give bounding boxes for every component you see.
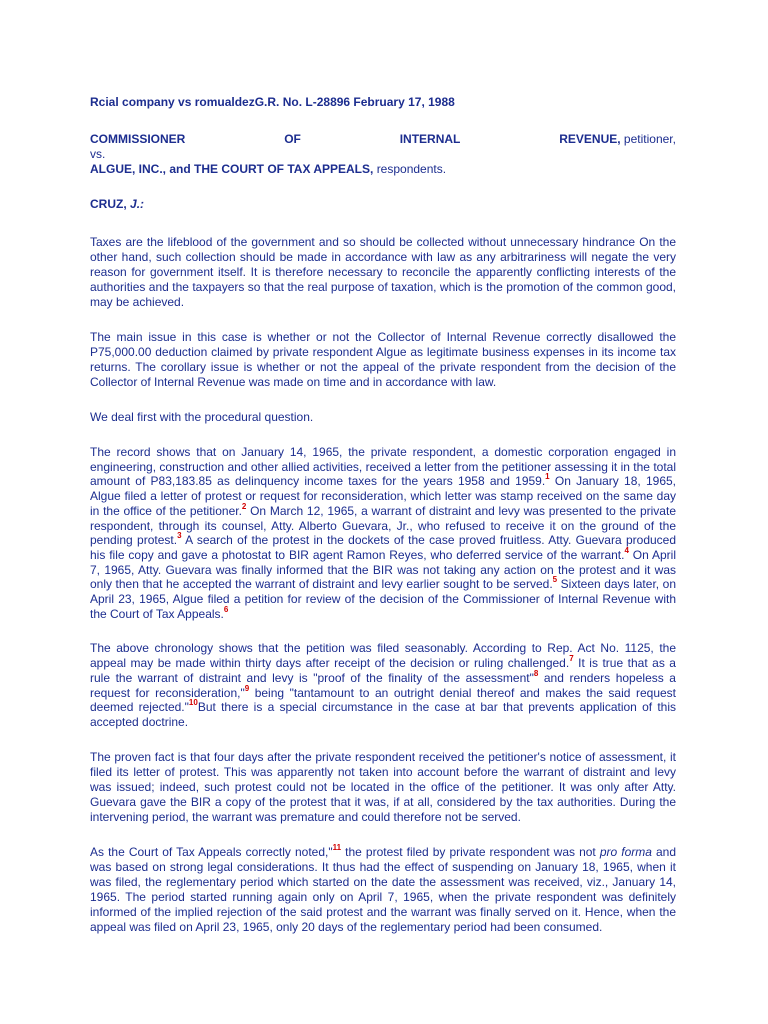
text-segment: The record shows that on January 14, 1965, the private respondent, a domestic corporation engaged in engineering, construction and other allied activities, received a letter from the petitioner assessing it in the total amount of P83,183.85 as delinquency income taxes for the years 1958 and 1959. [90, 445, 676, 489]
text-segment: As the Court of Tax Appeals correctly noted," [90, 844, 333, 859]
text-segment: and was based on strong legal considerations. It thus had the effect of suspending on January 18, 1965, when it was filed, the reglementary period which started on the date the assessment was received, viz., January 14, 1965. The period started running again only on April 7, 1965, when the private respondent was definitely informed of the implied rejection of the said protest and the warrant was finally served on it. Hence, when the appeal was filed on April 23, 1965, only 20 days of the reglementary period had been consumed. [90, 844, 677, 934]
text-segment: and renders hopeless a request for reconsideration," [90, 670, 676, 700]
ponente [90, 197, 676, 211]
respondents-line [90, 162, 676, 177]
footnote-ref[interactable]: 7 [569, 654, 574, 664]
footnote-ref[interactable]: 9 [244, 683, 250, 693]
text-segment: Sixteen days later, on April 23, 1965, Algue filed a petition for review of the decision of the Commissioner of Internal Revenue with the Court of Tax Appeals. [90, 577, 676, 621]
footnote-ref[interactable]: 11 [332, 842, 342, 852]
text-segment: But there is a special circumstance in the case at bar that prevents application of this accepted doctrine. [90, 700, 677, 729]
petitioner-word: COMMISSIONER [90, 132, 186, 146]
paragraph-1: Taxes are the lifeblood of the government and so should be collected without unnecessary hindrance On the other hand, such collection should be made in accordance with law as any arbitrariness will negate the very reason for government itself. It is therefore necessary to reconcile the apparently conflicting interests of the authorities and the taxpayers so that the real purpose of taxation, which is the promotion of the common good, may be achieved. [90, 235, 676, 309]
case-title: Rcial company vs romualdezG.R. No. L-28896 February 17, 1988 [90, 95, 455, 109]
footnote-ref[interactable]: 8 [533, 668, 539, 678]
text-segment: On April 7, 1965, Atty. Guevara was finally informed that the BIR was not taking any action on the protest and it was only then that he accepted the warrant of distraint and levy earlier sought to be served. [90, 547, 676, 592]
footnote-ref[interactable]: 1 [545, 472, 550, 482]
case-parties [90, 132, 676, 177]
paragraph-5 [90, 641, 676, 729]
text-segment: being "tantamount to an outright denial thereof and makes the said request deemed rejected." [90, 685, 677, 715]
petitioner-word: REVENUE, [559, 132, 621, 146]
respondents-label: respondents. [376, 162, 447, 176]
text-segment: On January 18, 1965, Algue filed a letter of protest or request for reconsideration, which letter was stamp received on the same day in the office of the petitioner. [90, 474, 676, 518]
petitioner-line [90, 132, 676, 147]
footnote-ref[interactable]: 6 [223, 604, 229, 614]
text-segment: It is true that as a rule the warrant of distraint and levy is "proof of the finality of the assessment" [90, 656, 676, 685]
text-segment: A search of the protest in the dockets of the case proved fruitless. Atty. Guevara produced his file copy and gave a photostat to BIR agent Ramon Reyes, who deferred service of the warrant. [90, 533, 677, 562]
petitioner-word: INTERNAL [399, 132, 461, 146]
paragraph-3: We deal first with the procedural question. [90, 410, 314, 424]
petitioner-word: OF [284, 132, 301, 146]
footnote-ref[interactable]: 5 [552, 575, 558, 585]
footnote-ref[interactable]: 3 [177, 531, 182, 541]
respondents-names: ALGUE, INC., and THE COURT OF TAX APPEALS, [90, 162, 374, 176]
text-segment: the protest filed by private respondent was not [341, 844, 600, 859]
paragraph-7 [90, 842, 677, 935]
footnote-ref[interactable]: 10 [188, 698, 198, 708]
paragraph-4 [90, 445, 676, 621]
emphasis-text: pro forma [599, 844, 652, 859]
paragraph-6: The proven fact is that four days after the private respondent received the petitioner's notice of assessment, it filed its letter of protest. This was apparently not taken into account before the warrant of distraint and levy was issued; indeed, such protest could not be located in the office of the petitioner. It was only after Atty. Guevara gave the BIR a copy of the protest that it was, if at all, considered by the tax authorities. During the intervening period, the warrant was premature and could therefore not be served. [90, 749, 676, 824]
footnote-ref[interactable]: 2 [241, 501, 247, 511]
footnote-ref[interactable]: 4 [624, 545, 629, 555]
paragraph-2: The main issue in this case is whether or not the Collector of Internal Revenue correctly disallowed the P75,000.00 deduction claimed by private respondent Algue as legitimate business expenses in its income tax returns. The corollary issue is whether or not the appeal of the private respondent from the decision of the Collector of Internal Revenue was made on time and in accordance with law. [90, 330, 676, 389]
petitioner-end [559, 132, 676, 147]
judge-name: CRUZ, [90, 197, 127, 211]
text-segment: The above chronology shows that the petition was filed seasonably. According to Rep. Act No. 1125, the appeal may be made within thirty days after receipt of the decision or ruling challenged. [90, 641, 676, 671]
petitioner-label: petitioner, [623, 132, 676, 146]
text-segment: On March 12, 1965, a warrant of distraint and levy was presented to the private respondent, through its counsel, Atty. Alberto Guevara, Jr., who refused to receive it on the ground of the pending protest. [90, 503, 676, 548]
judge-title: J.: [130, 197, 145, 211]
versus: vs. [90, 147, 106, 161]
